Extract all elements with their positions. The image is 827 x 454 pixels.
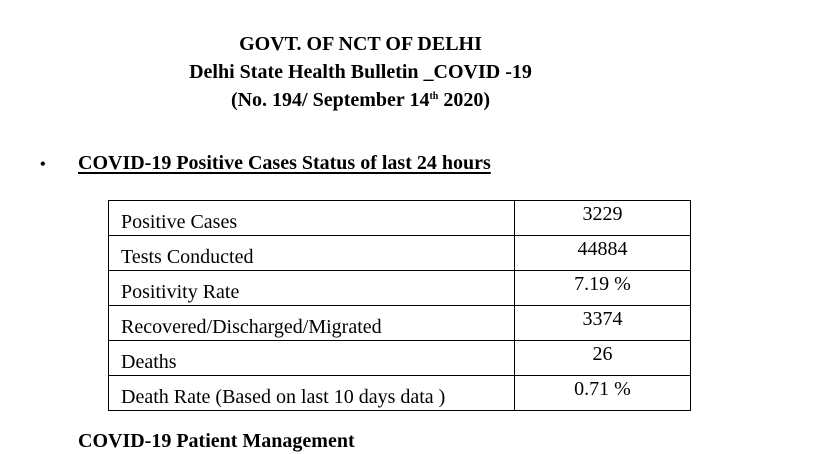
row-value: 26 bbox=[515, 341, 691, 376]
section-positive-cases bbox=[40, 150, 491, 178]
table-row bbox=[109, 201, 691, 236]
table-row bbox=[109, 376, 691, 411]
row-label: Death Rate (Based on last 10 days data ) bbox=[109, 376, 515, 411]
row-label: Deaths bbox=[109, 341, 515, 376]
row-label: Positive Cases bbox=[109, 201, 515, 236]
table-row bbox=[109, 271, 691, 306]
section-heading: COVID-19 Positive Cases Status of last 24 hours bbox=[78, 152, 491, 174]
status-table bbox=[108, 200, 691, 411]
bulletin-number-date bbox=[0, 86, 721, 114]
table-row bbox=[109, 306, 691, 341]
row-label: Positivity Rate bbox=[109, 271, 515, 306]
row-value: 0.71 % bbox=[515, 376, 691, 411]
bulletin-header bbox=[0, 30, 721, 114]
bulletin-number-date-suffix: 2020) bbox=[438, 89, 491, 111]
row-value: 7.19 % bbox=[515, 271, 691, 306]
bulletin-number-date-prefix: (No. 194/ September 14 bbox=[230, 89, 430, 111]
table-row bbox=[109, 341, 691, 376]
row-value: 44884 bbox=[515, 236, 691, 271]
row-label: Recovered/Discharged/Migrated bbox=[109, 306, 515, 341]
row-label: Tests Conducted bbox=[109, 236, 515, 271]
row-value: 3374 bbox=[515, 306, 691, 341]
table-row bbox=[109, 236, 691, 271]
bulletin-title: Delhi State Health Bulletin _COVID -19 bbox=[189, 61, 532, 83]
bullet-point: • bbox=[40, 156, 46, 173]
row-value: 3229 bbox=[515, 201, 691, 236]
next-section-heading-partial: COVID-19 Patient Management bbox=[78, 430, 355, 452]
date-ordinal-suffix: th bbox=[429, 91, 439, 102]
govt-title: GOVT. OF NCT OF DELHI bbox=[239, 33, 482, 55]
